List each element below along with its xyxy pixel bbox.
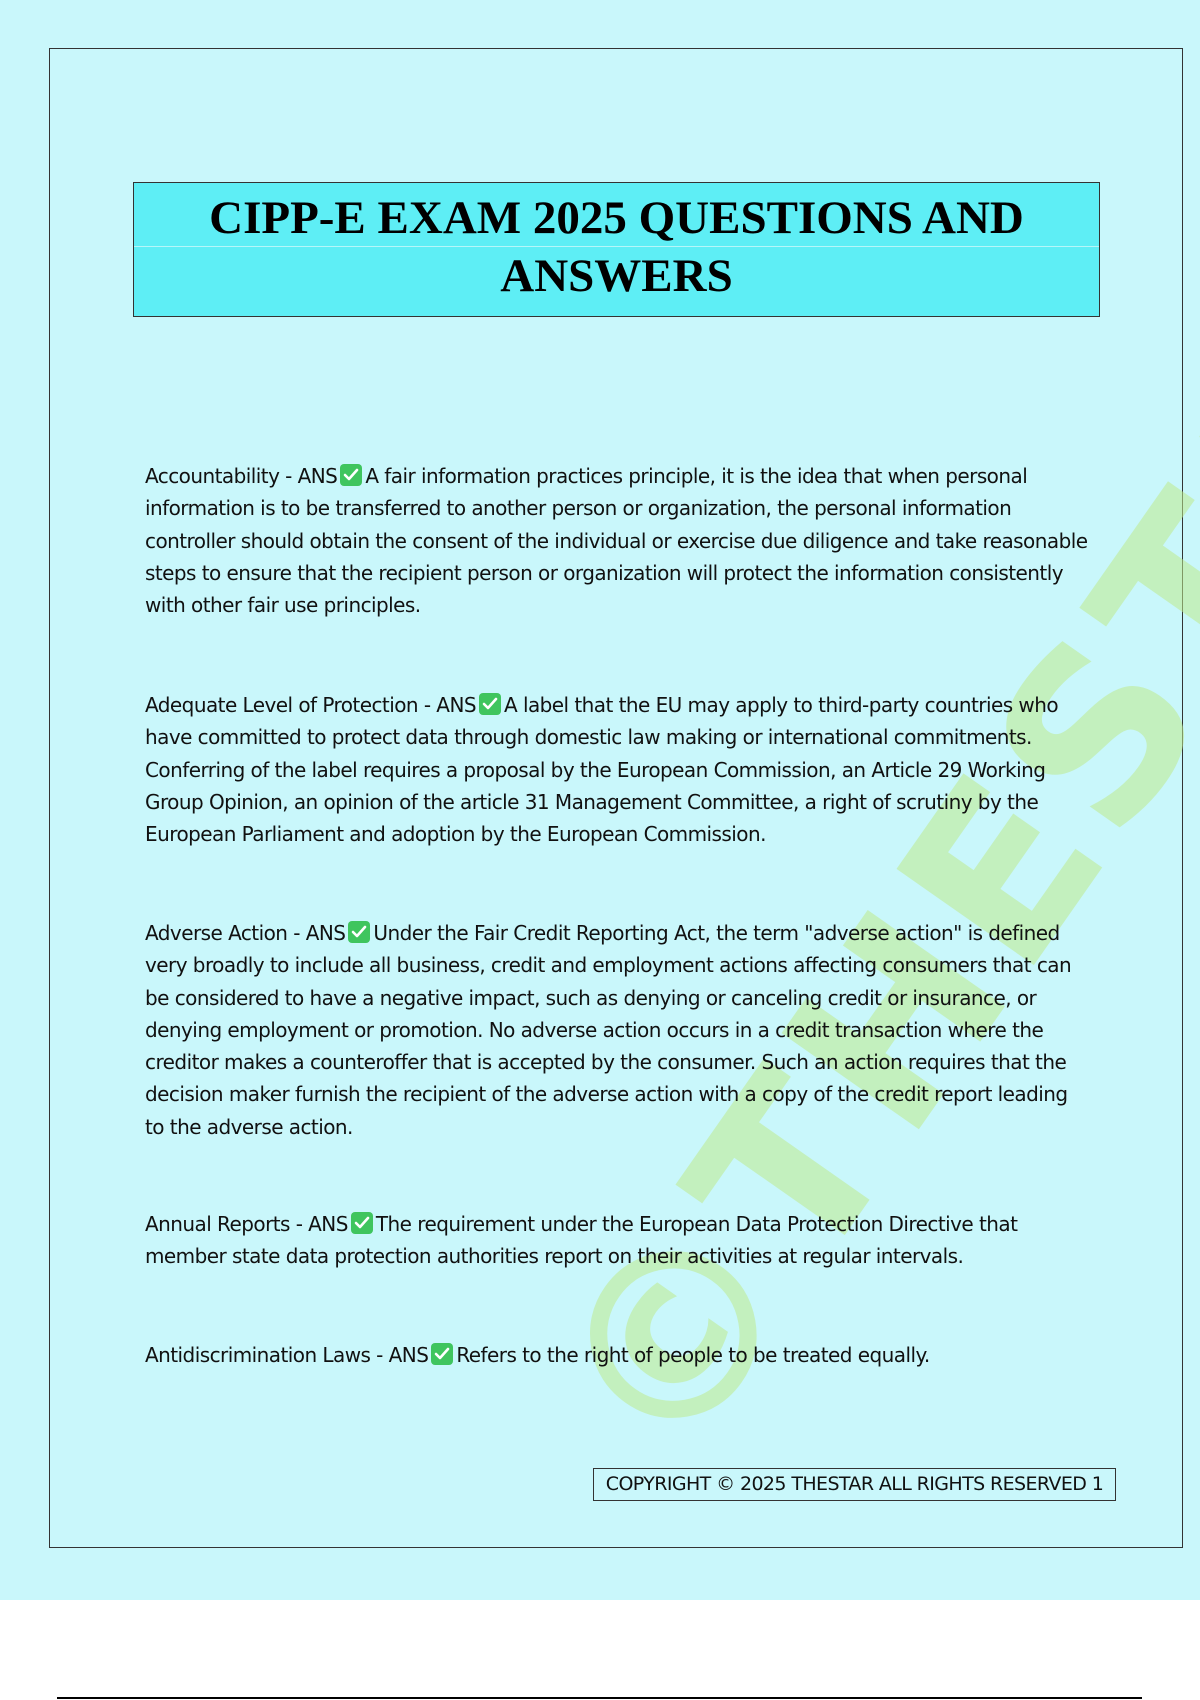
page-bottom-divider <box>57 1697 1142 1699</box>
document-title-line-1: CIPP-E EXAM 2025 QUESTIONS AND <box>209 192 1024 244</box>
qa-entry-adverse-action <box>145 917 1090 1143</box>
entry-definition: Refers to the right of people to be treated equally. <box>456 1343 930 1367</box>
check-mark-icon <box>340 464 362 486</box>
qa-entry-accountability <box>145 460 1090 621</box>
entry-term: Adverse Action - ANS <box>145 921 346 945</box>
entry-definition: A label that the EU may apply to third-party countries who have committed to protect data through domestic law making or international commitments. Conferring of the label requires a proposal by the European Commission, an Article 29 Working Group Opinion, an opinion of the article 31 Management Committee, a right of scrutiny by the European Parliament and adoption by the European Commission. <box>145 693 1059 847</box>
entry-term: Accountability - ANS <box>145 464 338 488</box>
document-title-line-2: ANSWERS <box>500 250 733 302</box>
qa-entry-antidiscrimination-laws <box>145 1339 930 1371</box>
title-banner <box>133 182 1100 317</box>
check-mark-icon <box>479 693 501 715</box>
qa-entry-adequate-level-of-protection <box>145 689 1090 850</box>
entry-term: Annual Reports - ANS <box>145 1212 348 1236</box>
entry-term: Antidiscrimination Laws - ANS <box>145 1343 429 1367</box>
entry-definition: The requirement under the European Data Protection Directive that member state data protection authorities report on their activities at regular intervals. <box>145 1212 1018 1269</box>
check-mark-icon <box>351 1212 373 1234</box>
copyright-footer: COPYRIGHT © 2025 THESTAR ALL RIGHTS RESERVED 1 <box>593 1468 1116 1501</box>
entry-definition: A fair information practices principle, it is the idea that when personal information is to be transferred to another person or organization, the personal information controller should obtain the consent of the individual or exercise due diligence and take reasonable steps to ensure that the recipient person or organization will protect the information consistently with other fair use principles. <box>145 464 1088 618</box>
check-mark-icon <box>431 1343 453 1365</box>
check-mark-icon <box>348 921 370 943</box>
entry-term: Adequate Level of Protection - ANS <box>145 693 476 717</box>
entry-definition: Under the Fair Credit Reporting Act, the term "adverse action" is defined very broadly to include all business, credit and employment actions affecting consumers that can be considered to have a negative impact, such as denying or canceling credit or insurance, or denying employment or promotion. No adverse action occurs in a credit transaction where the creditor makes a counteroffer that is accepted by the consumer. Such an action requires that the decision maker furnish the recipient of the adverse action with a copy of the credit report leading to the adverse action. <box>145 921 1072 1139</box>
qa-entry-annual-reports <box>145 1208 1090 1273</box>
